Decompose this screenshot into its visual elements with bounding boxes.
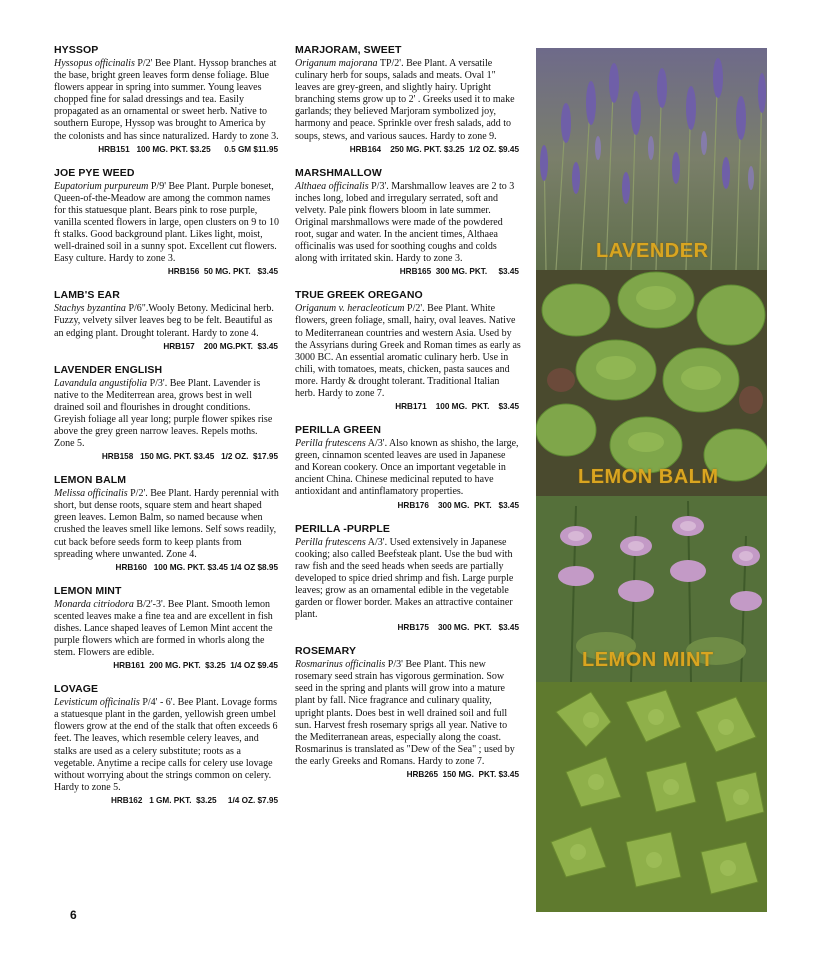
price-line: HRB176 300 MG. PKT. $3.45 [397, 500, 519, 510]
product-entry [54, 364, 280, 464]
description-text: A/3'. Also known as shisho, the large, green, cinnamon scented leaves are used in Japanese and Korean cookery. Once an important vegetable in ancient China. Chinese medicinal reputed to have antioxidant and antinflamatory properties. [295, 438, 519, 498]
price-line: HRB162 1 GM. PKT. $3.25 1/4 OZ. $7.95 [110, 795, 278, 805]
left-column [54, 44, 280, 818]
lavender-photo [536, 48, 767, 270]
product-description [54, 58, 280, 143]
price-line: HRB175 300 MG. PKT. $3.45 [397, 623, 519, 633]
product-entry [54, 585, 280, 672]
product-entry [295, 523, 521, 635]
product-entry [54, 474, 280, 574]
price-line: HRB165 300 MG. PKT. $3.45 [399, 267, 519, 277]
price-line: HRB158 150 MG. PKT. $3.45 1/2 OZ. $17.95 [101, 452, 278, 462]
description-text: P/2' Bee Plant. Hyssop branches at the base, bright green leaves form dense foliage. Blue flowers appear in spring into summer. Young leaves chopped fine for salad dressings and tea. Easily propagated as an ornamental or sweet herb. Native to southern Europe, Hyssop was brought to America by the colonists and has since naturalized. Hardy to zone 3. [54, 58, 279, 142]
description-text: A/3'. Used extensively in Japanese cooking; also called Beefsteak plant. Use the bud with raw fish and the seed heads when seeds are partially developed to spice dried shrimp and fish. Large purple leaves; grow as an ornamental edible in the vegetable garden or flower border. Makes an attractive container plant. [295, 536, 514, 621]
price-line: HRB161 200 MG. PKT. $3.25 1/4 OZ $9.45 [113, 661, 278, 671]
product-description [54, 599, 280, 659]
description-text: P/3'. Marshmallow leaves are 2 to 3 inches long, lobed and irregulary serrated, soft and velvety. Pale pink flowers bloom in late summer. Original marshmallows were made of the powdered root, sugar and water. In the ancient times, Althaea officinalis was used for soothing coughs and colds along with irritated skin. Hardy to zone 3. [295, 180, 515, 265]
price-line: HRB171 100 MG. PKT. $3.45 [395, 402, 519, 412]
latin-name: Hyssopus officinalis [54, 58, 135, 69]
page-number: 6 [70, 908, 77, 922]
price-line: HRB265 150 MG. PKT. $3.45 [406, 770, 519, 780]
price-line: HRB160 100 MG. PKT. $3.45 1/4 OZ $8.95 [115, 562, 278, 572]
product-entry [54, 44, 280, 156]
lavender-label: LAVENDER [596, 240, 709, 262]
product-description [54, 697, 280, 794]
product-entry [295, 167, 521, 279]
latin-name: Eupatorium purpureum [54, 180, 149, 192]
latin-name: Perilla frutescens [295, 536, 366, 548]
latin-name: Melissa officinalis [54, 488, 128, 500]
description-text: B/2'-3'. Bee Plant. Smooth lemon scented leaves make a fine tea and are excellent in fish dishes. Lance shaped leaves of Lemon Mint accent the purple flowers which are formed in whorls along the stem. Flowers are edible. [54, 598, 273, 659]
lemon-mint-photo [536, 496, 767, 682]
latin-name: Origanum v. heracleoticum [295, 303, 405, 315]
product-description [295, 537, 521, 622]
product-description [295, 58, 521, 143]
product-entry [54, 167, 280, 279]
description-text: P/4' - 6'. Bee Plant. Lovage forms a statuesque plant in the garden, yellowish green umbel flowers grow at the end of the stalk that often exceeds 6 feet. The leaves, which resemble celery leaves, and stalks are used as a celery substitute; roots as a vegetable. Anytime a recipe calls for celery use lovage without worrying about the strings common on celery. Hardy to zone 5. [54, 697, 278, 793]
description-text: P/2'. Bee Plant. White flowers, green foliage, small, hairy, oval leaves. Native to Mediterranean countries and western Asia. Used by the Assyrians during Greek and Roman times as early as 3000 BC. An essential aromatic culinary herb. Use in chili, with tomatoes, meats, chicken, pasta sauces and more. Hardy & drought tolerant. Traditional Italian herb. Hardy to zone 7. [295, 303, 521, 399]
price-line: HRB151 100 MG. PKT. $3.25 0.5 GM $11.95 [98, 144, 278, 154]
price-line: HRB164 250 MG. PKT. $3.25 1/2 OZ. $9.45 [349, 144, 519, 154]
product-description [54, 378, 280, 451]
price-line: HRB156 50 MG. PKT. $3.45 [167, 267, 278, 277]
latin-name: Origanum majorana [295, 58, 378, 69]
product-title: JOE PYE WEED [54, 166, 135, 179]
product-title: LEMON BALM [54, 474, 127, 487]
lemon-balm-image [536, 270, 767, 496]
lemon-balm-label: LEMON BALM [578, 466, 719, 488]
middle-column [295, 44, 521, 792]
product-entry [54, 683, 280, 807]
description-text: P/3' Bee Plant. This new rosemary seed strain has vigorous germination. Sow seed in the spring and plants will grow into a mature plant by fall. Nice fragrance and culinary quality, upright plants. Does best in well drained soil and full sun. Harvest fresh rosemary sprigs all year. Native to the Mediterranean areas, especially along the coast. Rosmarinus is translated as "Dew of the Sea" ; used by the early Greeks and Romans. Hardy to zone 7. [295, 659, 515, 767]
latin-name: Perilla frutescens [295, 438, 366, 450]
description-text: P/6".Wooly Betony. Medicinal herb. Fuzzy, velvety silver leaves beg to be felt. Beautiful as an edging plant. Drought tolerant. Hardy to zone 4. [54, 303, 274, 339]
product-entry [295, 289, 521, 413]
lemon-mint-label: LEMON MINT [582, 649, 714, 671]
product-title: PERILLA -PURPLE [295, 522, 391, 535]
product-title: PERILLA GREEN [295, 424, 382, 437]
latin-name: Lavandula angustifolia [54, 377, 148, 389]
product-description [295, 181, 521, 266]
product-title: HYSSOP [54, 44, 99, 56]
photo-strip [536, 48, 767, 912]
product-entry [54, 289, 280, 352]
lovage-photo [536, 682, 767, 912]
product-description [54, 181, 280, 266]
price-line: HRB157 200 MG.PKT. $3.45 [163, 341, 278, 351]
product-description [54, 488, 280, 561]
product-title: LAVENDER ENGLISH [54, 363, 163, 376]
product-title: MARJORAM, SWEET [295, 44, 402, 56]
product-title: ROSEMARY [295, 645, 357, 658]
product-description [295, 659, 521, 768]
description-text: P/9' Bee Plant. Purple boneset, Queen-of-the-Meadow are among the common names for this statuesque plant. Bears pink to rose purple, vanilla scented flowers in large, open clusters on 9 to 10 ft stalks. Good background plant. Likes light, moist, well-drained soil in a sunny spot. Excellent cut flowers. Easy culture. Hardy to zone 3. [54, 180, 280, 265]
product-title: LEMON MINT [54, 584, 122, 597]
lovage-image [536, 682, 767, 912]
lemon-balm-photo [536, 270, 767, 496]
product-description [54, 303, 280, 339]
description-text: P/3'. Bee Plant. Lavender is native to the Mediterrean area, grows best in well drained soil and flourishes in drought conditions. Greyish foliage all year long; purple flower spikes rise above the grey green narrow leaves. Repels moths. Zone 5. [54, 377, 273, 450]
product-description [295, 303, 521, 400]
product-entry [295, 424, 521, 511]
description-text: TP/2'. Bee Plant. A versatile culinary herb for soups, salads and meats. Oval 1" leaves are grey-green, and slightly hairy. Upright branching stems grow up to 2' . Greeks used it to make garlands; they believed Marjoram symbolized joy, harmony and peace. Sprinkle over fresh salads, add to soups, stews, and various sauces. Hardy to zone 9. [295, 58, 515, 142]
product-title: MARSHMALLOW [295, 166, 382, 179]
latin-name: Althaea officinalis [295, 180, 369, 192]
product-title: TRUE GREEK OREGANO [295, 289, 423, 302]
lavender-image [536, 48, 767, 270]
product-title: LAMB'S EAR [54, 289, 120, 302]
description-text: P/2'. Bee Plant. Hardy perennial with short, but dense roots, square stem and heart shaped green leaves. Lemon Balm, so named because when crushed the leaves smell like lemons. Self sows readily, cut back before seeds form to keep plants from spreading where unwanted. Zone 4. [54, 488, 279, 560]
product-description [295, 438, 521, 498]
latin-name: Levisticum officinalis [54, 697, 140, 709]
product-entry [295, 44, 521, 156]
product-title: LOVAGE [54, 683, 99, 696]
latin-name: Stachys byzantina [54, 303, 126, 315]
latin-name: Monarda citriodora [54, 598, 134, 610]
product-entry [295, 645, 521, 781]
latin-name: Rosmarinus officinalis [295, 659, 386, 671]
